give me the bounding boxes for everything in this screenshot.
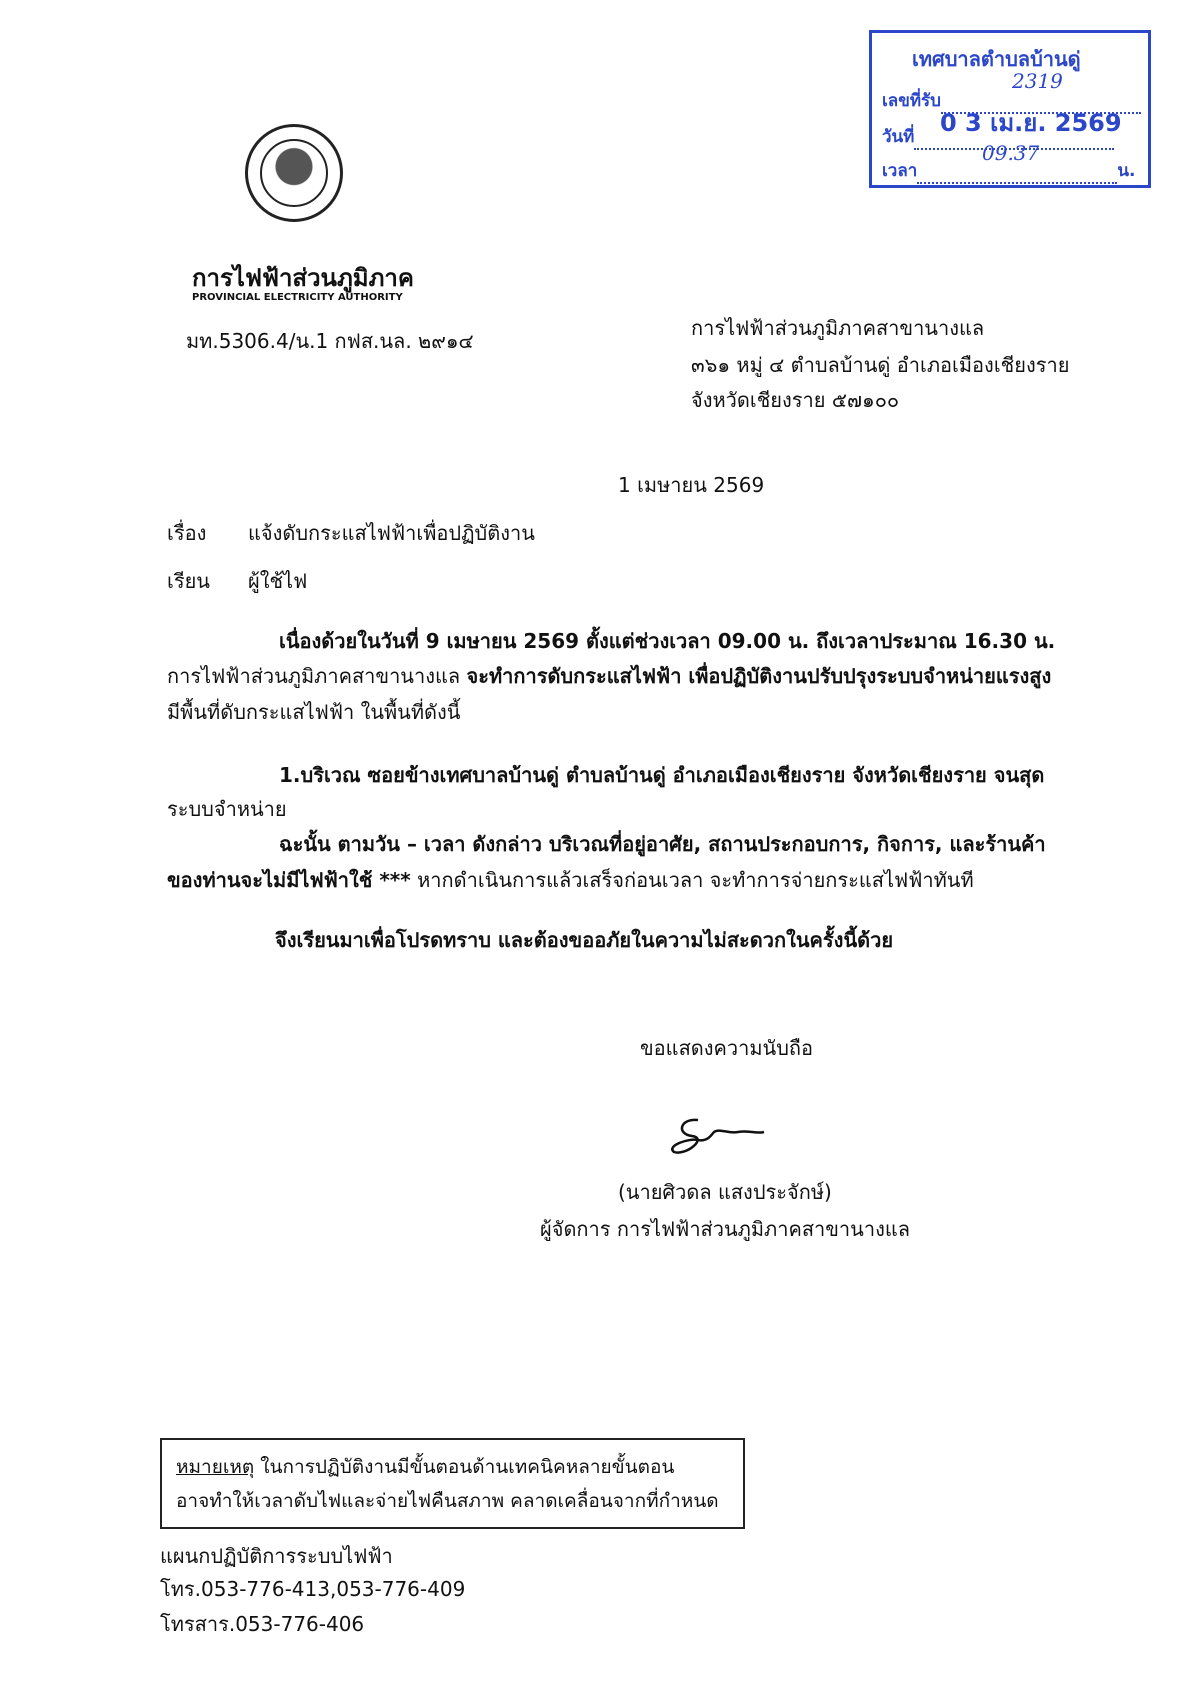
to-label: เรียน [167, 569, 210, 593]
footer-fax: โทรสาร.053-776-406 [160, 1612, 365, 1636]
early-restore-note: หากดำเนินการแล้วเสร็จก่อนเวลา จะทำการจ่ายกระแสไฟฟ้าทันที [417, 868, 974, 892]
remark-line-1: ในการปฏิบัติงานมีขั้นตอนด้านเทคนิคหลายขั้นตอน [254, 1456, 675, 1478]
branch-name: การไฟฟ้าส่วนภูมิภาคสาขานางแล [167, 664, 461, 688]
reference-number: มท.5306.4/น.1 กฟส.นล. ๒๙๑๔ [186, 329, 474, 353]
signer-position: ผู้จัดการ การไฟฟ้าส่วนภูมิภาคสาขานางแล [540, 1217, 910, 1241]
subject-value: แจ้งดับกระแสไฟฟ้าเพื่อปฏิบัติงาน [248, 521, 535, 545]
stamp-receipt-label: เลขที่รับ [882, 91, 941, 111]
address-line-3: จังหวัดเชียงราย ๕๗๑๐๐ [691, 388, 900, 412]
org-name-th: การไฟฟ้าส่วนภูมิภาค [192, 264, 414, 292]
stamp-date-value: 0 3 เม.ย. 2569 [940, 109, 1122, 137]
signer-name: (นายศิวดล แสงประจักษ์) [618, 1180, 832, 1204]
remark-box [160, 1438, 745, 1529]
outage-purpose: จะทำการดับกระแสไฟฟ้า เพื่อปฏิบัติงานปรับปรุงระบบจำหน่ายแรงสูง [466, 664, 1052, 688]
body-para1-line2 [167, 660, 1051, 692]
address-line-2: ๓๖๑ หมู่ ๔ ตำบลบ้านดู่ อำเภอเมืองเชียงราย [691, 353, 1070, 377]
stamp-title: เทศบาลตำบลบ้านดู่ [912, 47, 1081, 71]
area-item-1-line1: 1.บริเวณ ซอยข้างเทศบาลบ้านดู่ ตำบลบ้านดู่ อำเภอเมืองเชียงราย จังหวัดเชียงราย จนสุด [279, 763, 1045, 787]
pea-logo [245, 124, 343, 222]
body-para1-line3: มีพื้นที่ดับกระแสไฟฟ้า ในพื้นที่ดังนี้ [167, 700, 461, 724]
received-stamp [869, 30, 1151, 188]
org-name-en: PROVINCIAL ELECTRICITY AUTHORITY [192, 292, 403, 303]
closing-salutation: ขอแสดงความนับถือ [640, 1036, 814, 1060]
stamp-time-value: 09.37 [982, 141, 1040, 165]
to-value: ผู้ใช้ไฟ [248, 569, 308, 593]
body-para2-line1: ฉะนั้น ตามวัน – เวลา ดังกล่าว บริเวณที่อยู่อาศัย, สถานประกอบการ, กิจการ, และร้านค้า [279, 832, 1046, 856]
body-para2-line2 [167, 864, 974, 896]
body-para1-line1: เนื่องด้วยในวันที่ 9 เมษายน 2569 ตั้งแต่ช่วงเวลา 09.00 น. ถึงเวลาประมาณ 16.30 น. [279, 629, 1056, 653]
remark-label: หมายเหตุ [176, 1456, 255, 1478]
subject-label: เรื่อง [167, 521, 207, 545]
area-item-1-line2: ระบบจำหน่าย [167, 797, 287, 821]
no-power-warning: ของท่านจะไม่มีไฟฟ้าใช้ *** [167, 868, 411, 892]
footer-phone: โทร.053-776-413,053-776-409 [160, 1577, 466, 1601]
closing-paragraph: จึงเรียนมาเพื่อโปรดทราบ และต้องขออภัยในความไม่สะดวกในครั้งนี้ด้วย [275, 928, 894, 952]
stamp-time-suffix: น. [1117, 161, 1136, 181]
stamp-time-label: เวลา [882, 161, 918, 181]
footer-department: แผนกปฏิบัติการระบบไฟฟ้า [160, 1544, 393, 1568]
stamp-date-label: วันที่ [882, 127, 915, 147]
remark-line-2: อาจทำให้เวลาดับไฟและจ่ายไฟคืนสภาพ คลาดเคลื่อนจากที่กำหนด [176, 1490, 719, 1512]
stamp-receipt-no: 2319 [1012, 69, 1063, 93]
address-line-1: การไฟฟ้าส่วนภูมิภาคสาขานางแล [691, 316, 985, 340]
letter-date: 1 เมษายน 2569 [618, 473, 765, 497]
signature [668, 1112, 768, 1162]
